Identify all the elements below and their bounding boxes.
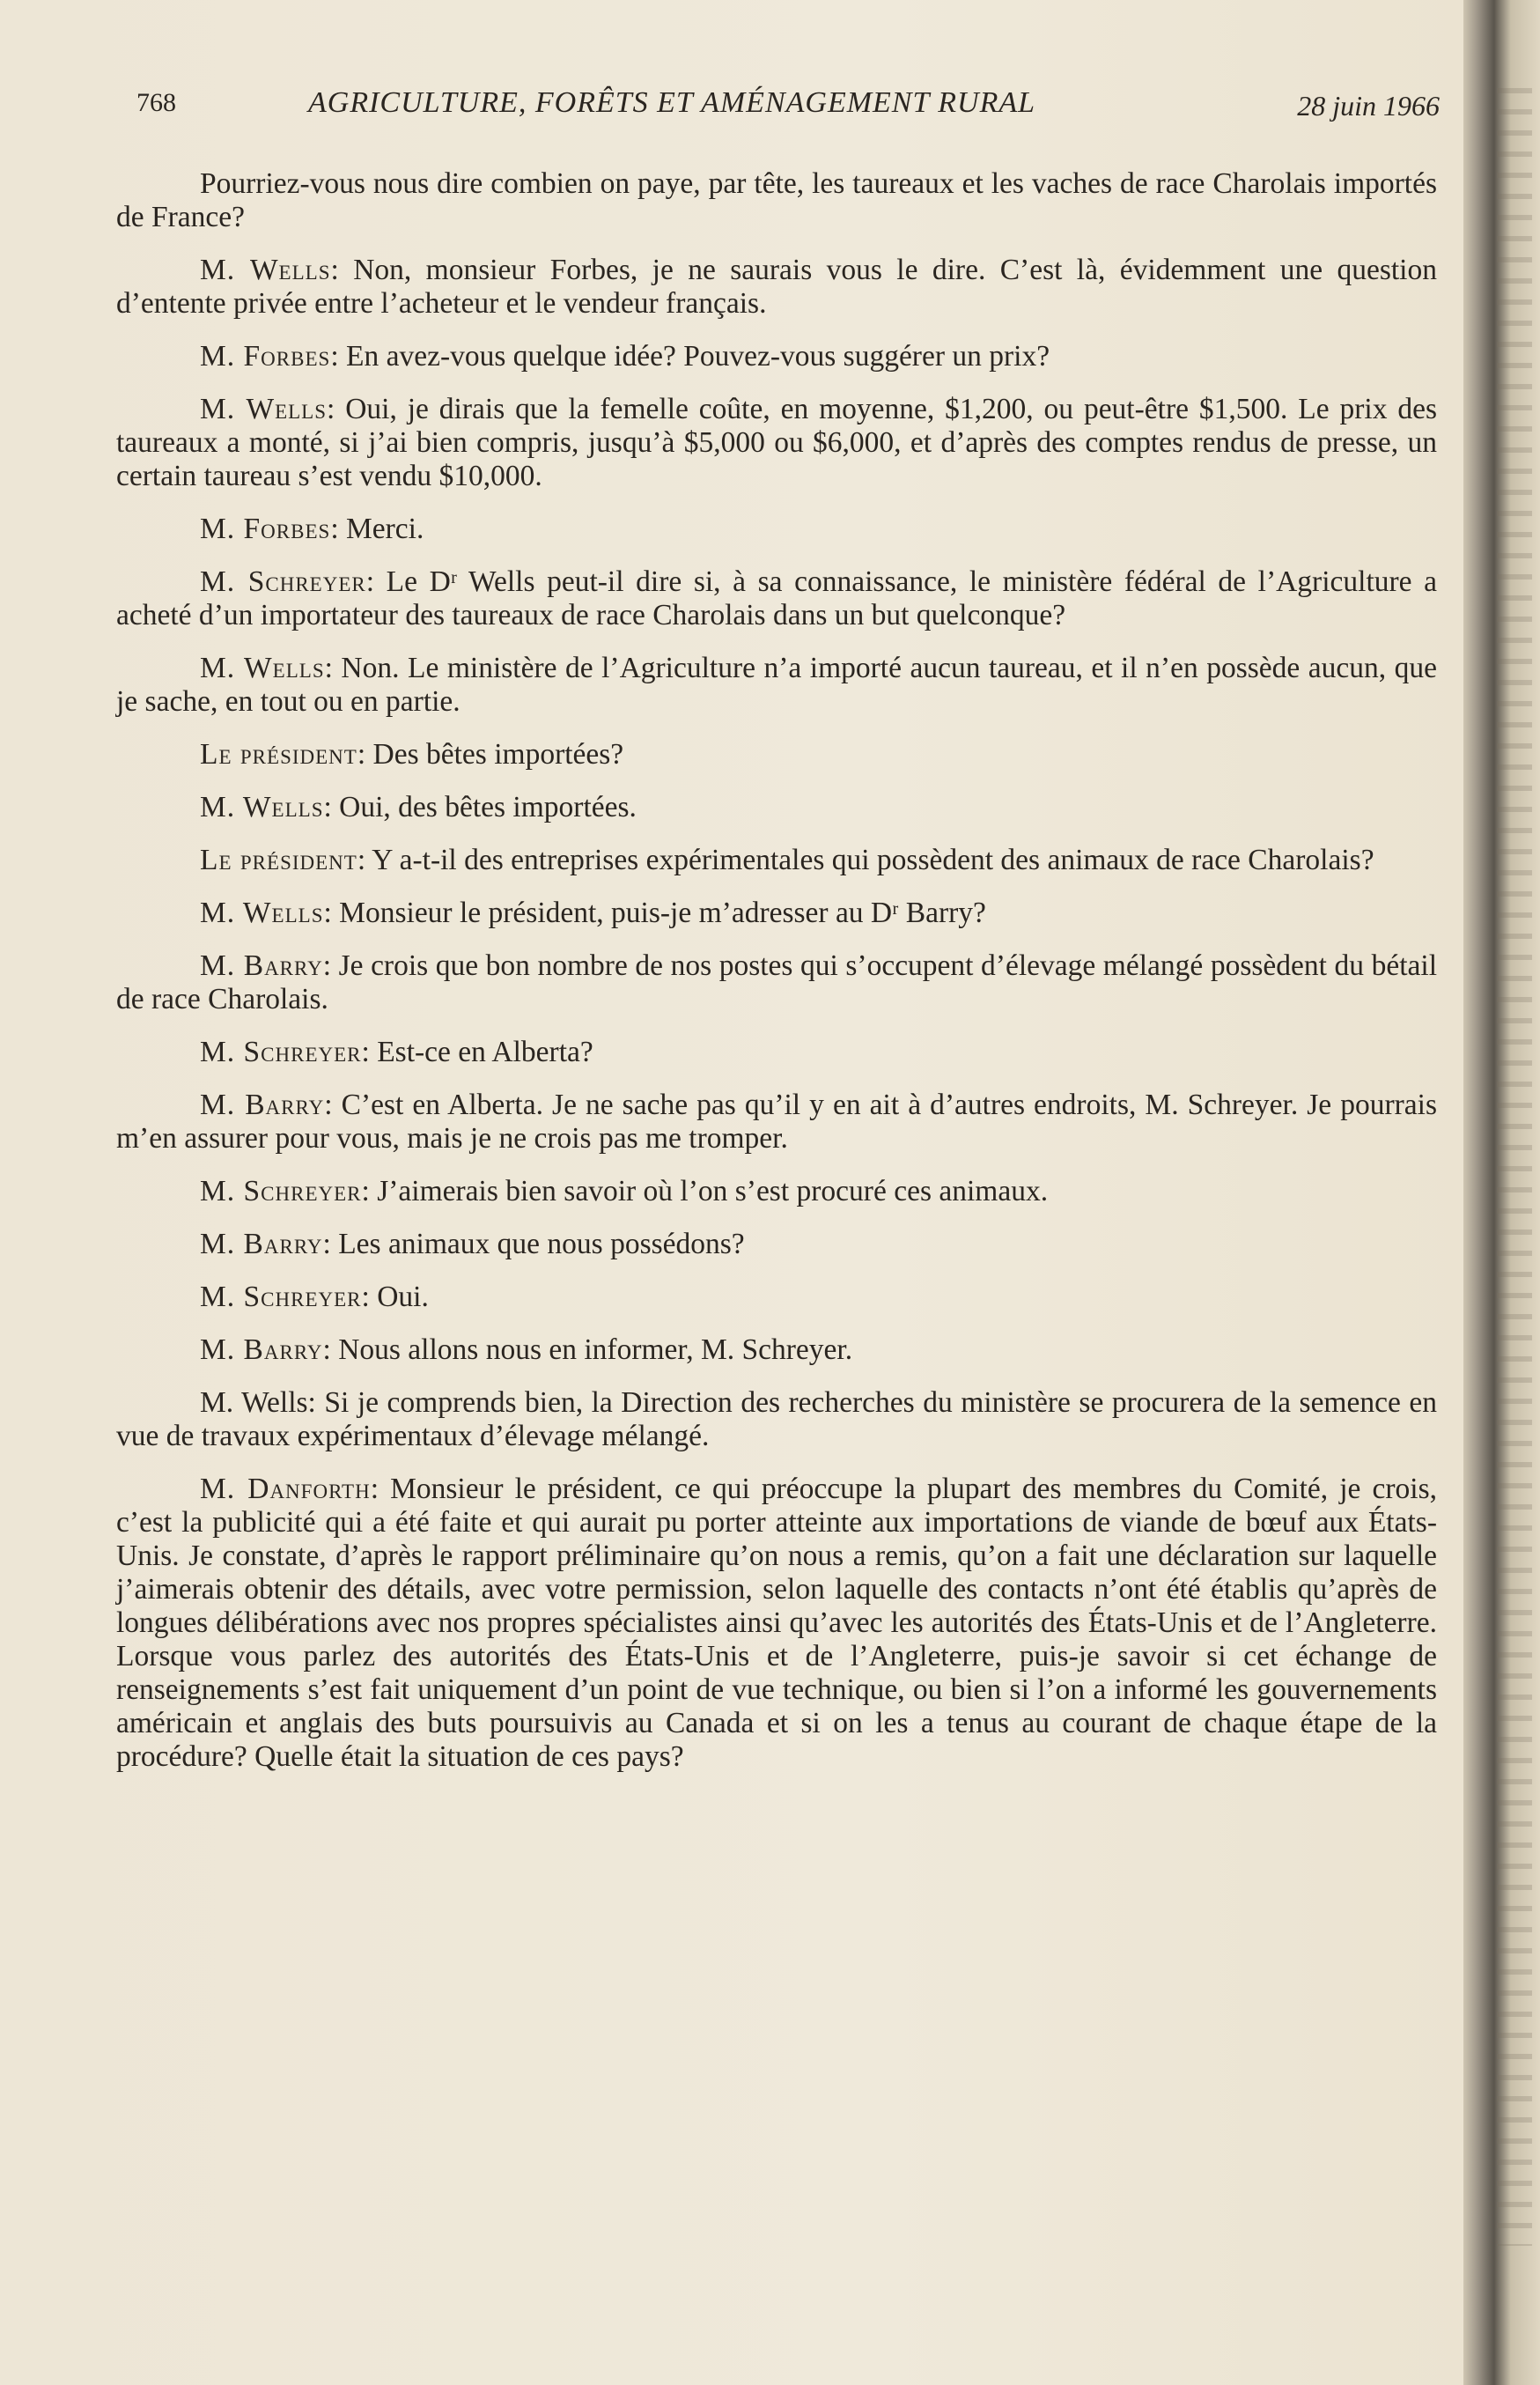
paragraph [116, 738, 1437, 772]
speaker-name: M. Wells [200, 897, 324, 929]
paragraph-text: : Je crois que bon nombre de nos postes qui s’occupent d’élevage mélangé possèdent du bétail de race Charolais. [116, 949, 1438, 1015]
bleed-through-strip [1497, 88, 1532, 2246]
speaker-name: M. Wells [200, 652, 325, 684]
paragraph [116, 340, 1437, 373]
page-header [136, 88, 1440, 141]
paragraph-text: : Est-ce en Alberta? [361, 1036, 593, 1068]
paragraph-text: Pourriez-vous nous dire combien on paye, par tête, les taureaux et les vaches de race Charolais importés de France? [116, 167, 1437, 233]
paragraph [116, 1333, 1437, 1367]
paragraph [116, 1089, 1437, 1156]
paragraph-text: : Monsieur le président, ce qui préoccupe la plupart des membres du Comité, je crois, c’est la publicité qui a été faite et qui aurait pu porter atteinte aux importations de viande de bœuf aux États-Unis. Je constate, d’après le rapport préliminaire qu’on nous a remis, qu’on a fait une déclaration sur laquelle j’aimerais obtenir des détails, avec votre permission, selon laquelle des contacts n’ont été établis qu’après de longues délibérations avec nos propres spécialistes ainsi qu’avec les autorités des États-Unis et de l’Angleterre. Lorsque vous parlez des autorités des États-Unis et de l’Angleterre, puis-je savoir si cet échange de renseignements s’est fait uniquement d’un point de vue technique, ou bien si l’on a informé les gouvernements américain et anglais des buts poursuivis au Canada et si on les a tenus au courant de chaque étape de la procédure? Quelle était la situation de ces pays? [116, 1473, 1437, 1773]
paragraph [116, 1036, 1437, 1069]
paragraph-text: : Oui, je dirais que la femelle coûte, en moyenne, $1,200, ou peut-être $1,500. Le prix des taureaux a monté, si j’ai bien compris, jusqu’à $5,000 ou $6,000, et d’après des comptes rendus de presse, un certain taureau s’est vendu $10,000. [116, 393, 1437, 492]
header-date: 28 juin 1966 [1297, 90, 1440, 122]
page-number: 768 [136, 88, 176, 117]
paragraph [116, 1281, 1437, 1314]
speaker-name: M. Schreyer [200, 1036, 362, 1068]
paragraph-text: : C’est en Alberta. Je ne sache pas qu’il y en ait à d’autres endroits, M. Schreyer. Je pourrais m’en assurer pour vous, mais je ne crois pas me tromper. [116, 1089, 1438, 1155]
speaker-name: M. Schreyer [200, 565, 366, 598]
paragraph [116, 167, 1437, 234]
speaker-name: M. Barry [200, 1089, 325, 1121]
speaker-name: M. Forbes [200, 513, 331, 545]
paragraph [116, 897, 1437, 930]
paragraph-text: M. Wells: Si je comprends bien, la Direction des recherches du ministère se procurera de la semence en vue de travaux expérimentaux d’élevage mélangé. [116, 1386, 1437, 1452]
paragraph [116, 1175, 1437, 1208]
speaker-name: Le président [200, 738, 357, 771]
paragraph-text: : Des bêtes importées? [357, 738, 624, 771]
paragraph-text: : En avez-vous quelque idée? Pouvez-vous suggérer un prix? [330, 340, 1050, 373]
speaker-name: M. Forbes [200, 340, 331, 373]
paragraph-text: : Nous allons nous en informer, M. Schreyer. [322, 1333, 853, 1366]
paragraph [116, 254, 1437, 321]
paragraph [116, 1473, 1437, 1774]
paragraph [116, 791, 1437, 824]
speaker-name: M. Barry [200, 1228, 323, 1260]
speaker-name: M. Schreyer [200, 1281, 362, 1313]
paragraph [116, 565, 1437, 632]
paragraph [116, 513, 1437, 546]
paragraph-text: : Merci. [330, 513, 424, 545]
paragraph [116, 393, 1437, 493]
paragraph-text: : Non, monsieur Forbes, je ne saurais vous le dire. C’est là, évidemment une question d’entente privée entre l’acheteur et le vendeur français. [116, 254, 1437, 320]
paragraph [116, 844, 1437, 877]
speaker-name: M. Wells [200, 791, 324, 823]
speaker-name: M. Wells [200, 393, 328, 425]
paragraph-text: : Oui, des bêtes importées. [323, 791, 637, 823]
paragraph [116, 1228, 1437, 1261]
paragraph [116, 652, 1437, 719]
paragraph [116, 949, 1437, 1016]
paragraph-text: : Oui. [361, 1281, 429, 1313]
running-title: AGRICULTURE, FORÊTS ET AMÉNAGEMENT RURAL [308, 86, 1036, 119]
speaker-name: M. Danforth [200, 1473, 371, 1505]
paragraph-text: : Non. Le ministère de l’Agriculture n’a importé aucun taureau, et il n’en possède aucun, que je sache, en tout ou en partie. [116, 652, 1437, 718]
speaker-name: M. Schreyer [200, 1175, 362, 1207]
paragraph-text: : J’aimerais bien savoir où l’on s’est procuré ces animaux. [361, 1175, 1049, 1207]
speaker-name: Le président [200, 844, 357, 876]
paragraph [116, 1386, 1437, 1453]
paragraph-text: : Y a-t-il des entreprises expérimentales qui possèdent des animaux de race Charolais? [357, 844, 1374, 876]
speaker-name: M. Wells [200, 254, 331, 286]
paragraph-text: : Les animaux que nous possédons? [322, 1228, 745, 1260]
paragraph-text: : Monsieur le président, puis-je m’adresser au Dʳ Barry? [323, 897, 986, 929]
transcript-body [116, 167, 1437, 1793]
paragraph-text: : Le Dʳ Wells peut-il dire si, à sa connaissance, le ministère fédéral de l’Agriculture a acheté d’un importateur des taureaux de race Charolais dans un but quelconque? [116, 565, 1437, 631]
speaker-name: M. Barry [200, 949, 323, 982]
speaker-name: M. Barry [200, 1333, 323, 1366]
